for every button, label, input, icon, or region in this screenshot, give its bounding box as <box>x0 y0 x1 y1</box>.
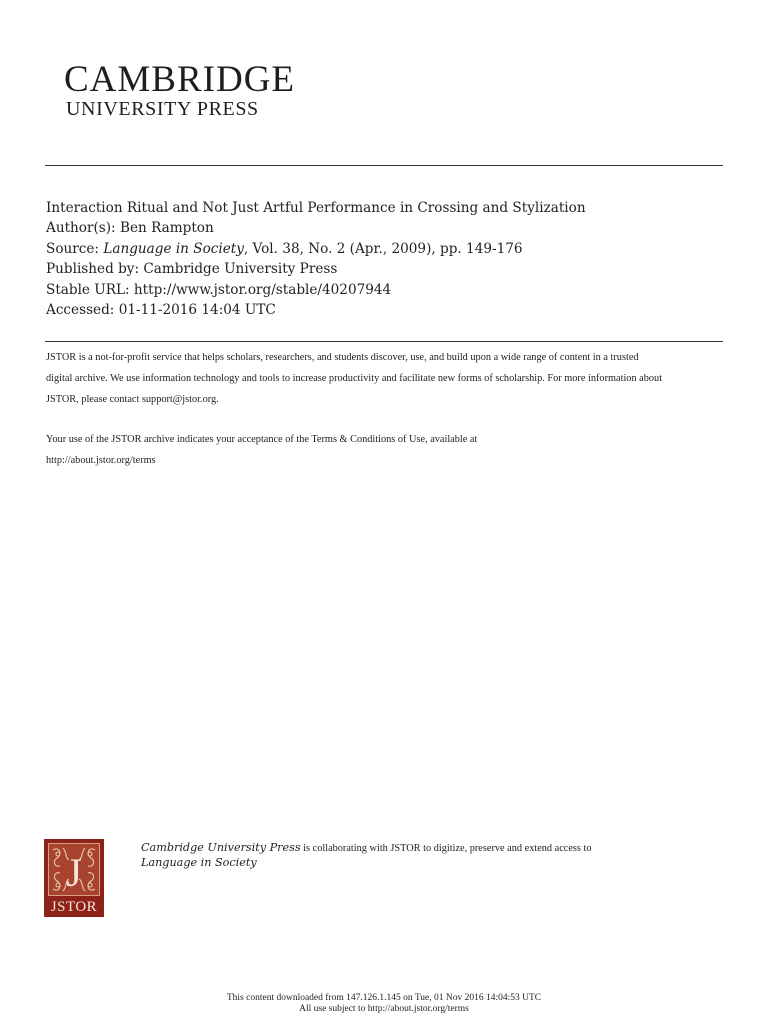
stable-url-label: Stable URL: <box>46 281 134 298</box>
publisher-name: Cambridge University Press <box>143 261 338 278</box>
collab-publisher: Cambridge University Press <box>141 841 301 854</box>
accessed-date: 01-11-2016 14:04 UTC <box>118 302 276 319</box>
top-divider <box>45 165 723 166</box>
author-line <box>46 218 586 238</box>
source-journal: Language in Society <box>103 240 244 257</box>
notice-line: digital archive. We use information technology and tools to increase productivity and facilitate new forms of scholarship. For more information about <box>46 373 663 384</box>
jstor-logo <box>44 839 104 917</box>
cambridge-university-press-logo <box>64 59 296 120</box>
footer-download-line: This content downloaded from 147.126.1.145 on Tue, 01 Nov 2016 14:04:53 UTC <box>226 993 542 1003</box>
stable-url-link[interactable]: http://www.jstor.org/stable/40207944 <box>133 281 392 298</box>
middle-divider <box>45 341 723 342</box>
publisher-label: Published by: <box>46 261 144 278</box>
collaboration-statement <box>141 841 592 871</box>
jstor-ornament-icon <box>49 844 99 895</box>
jstor-notice-paragraph <box>46 347 726 410</box>
jstor-logo-word: JSTOR <box>50 899 98 915</box>
collab-line-2 <box>141 856 592 871</box>
notice-line: JSTOR is a not-for-profit service that helps scholars, researchers, and students discover, use, and build upon a wide range of content in a trusted <box>46 352 639 363</box>
logo-line-university-press: UNIVERSITY PRESS <box>66 98 259 120</box>
article-title: Interaction Ritual and Not Just Artful Performance in Crossing and Stylization <box>46 200 586 216</box>
accessed-label: Accessed: <box>46 302 119 319</box>
terms-notice-paragraph <box>46 429 726 471</box>
collab-journal[interactable]: Language in Society <box>141 856 257 869</box>
notice-line: JSTOR, please contact support@jstor.org. <box>46 394 219 405</box>
source-detail: , Vol. 38, No. 2 (Apr., 2009), pp. 149-176 <box>243 240 523 257</box>
terms-line: Your use of the JSTOR archive indicates your acceptance of the Terms & Conditions of Use, available at <box>46 434 478 445</box>
jstor-logo-letter: J <box>66 850 82 895</box>
terms-url-link[interactable]: http://about.jstor.org/terms <box>46 455 156 466</box>
download-footer <box>0 993 768 1015</box>
footer-terms-line: All use subject to http://about.jstor.org/terms <box>299 1004 469 1014</box>
logo-line-cambridge: CAMBRIDGE <box>64 59 296 100</box>
source-line <box>46 239 586 259</box>
collab-line-1 <box>141 841 592 856</box>
author-name: Ben Rampton <box>119 220 214 237</box>
accessed-line <box>46 300 586 320</box>
article-metadata <box>46 198 586 320</box>
collab-text: is collaborating with JSTOR to digitize, preserve and extend access to <box>300 843 592 854</box>
source-label: Source: <box>46 240 104 257</box>
publisher-line <box>46 259 586 279</box>
author-label: Author(s): <box>46 220 120 237</box>
stable-url-line <box>46 280 586 300</box>
jstor-ornament-panel <box>48 843 100 896</box>
